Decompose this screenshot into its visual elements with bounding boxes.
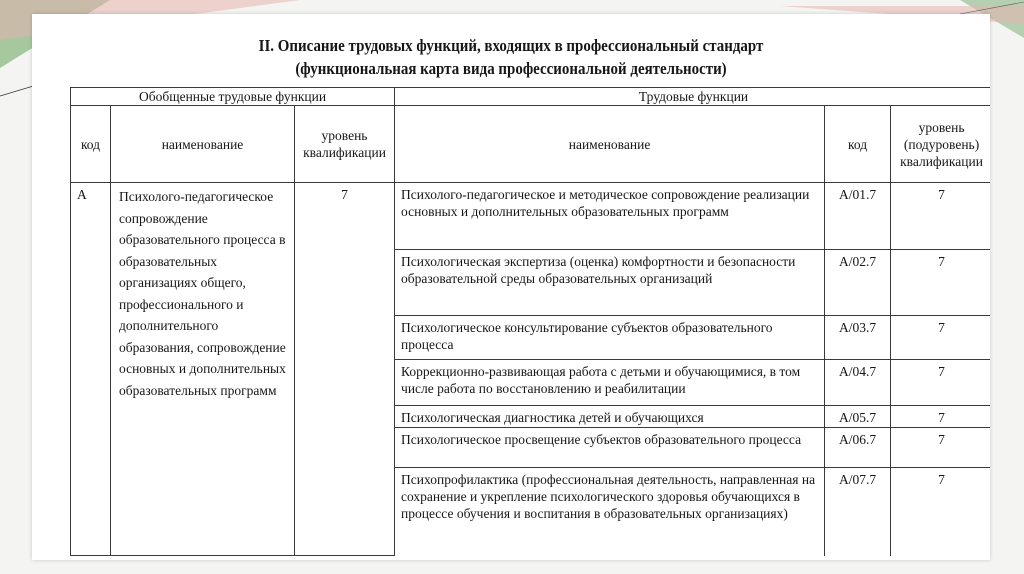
document-title: II. Описание трудовых функций, входящих в профессиональный стандарт xyxy=(258,36,764,55)
function-name: Психологическая диагностика детей и обучающихся xyxy=(395,406,825,428)
function-code: А/02.7 xyxy=(825,250,891,316)
header-function-name: наименование xyxy=(395,106,825,183)
function-code: А/01.7 xyxy=(825,183,891,250)
function-level: 7 xyxy=(891,360,990,406)
function-level: 7 xyxy=(891,468,990,556)
function-name: Психопрофилактика (профессиональная деятельность, направленная на сохранение и укрепление психологического здоровья обучающихся в процессе обучения и воспитания в образовательных организациях) xyxy=(395,468,825,556)
function-name: Психологическое просвещение субъектов образовательного процесса xyxy=(395,428,825,468)
function-name: Психологическое консультирование субъектов образовательного процесса xyxy=(395,316,825,360)
function-code: А/05.7 xyxy=(825,406,891,428)
function-code: А/06.7 xyxy=(825,428,891,468)
generalized-function-level: 7 xyxy=(295,183,395,556)
function-code: А/07.7 xyxy=(825,468,891,556)
function-level: 7 xyxy=(891,428,990,468)
document-page xyxy=(32,14,990,560)
function-level: 7 xyxy=(891,183,990,250)
function-level: 7 xyxy=(891,250,990,316)
header-labor-functions: Трудовые функции xyxy=(395,88,990,106)
generalized-function-code: А xyxy=(71,183,111,556)
table-row xyxy=(71,183,991,250)
column-header-row xyxy=(71,106,991,183)
function-level: 7 xyxy=(891,316,990,360)
document-subtitle: (функциональная карта вида профессиональной деятельности) xyxy=(295,59,727,78)
function-code: А/03.7 xyxy=(825,316,891,360)
header-generalized-functions: Обобщенные трудовые функции xyxy=(71,88,395,106)
function-name: Психологическая экспертиза (оценка) комфортности и безопасности образовательной среды образовательных организаций xyxy=(395,250,825,316)
generalized-function-name: Психолого-педагогическое сопровождение образовательного процесса в образовательных организациях общего, профессионального и дополнительного образования, сопровождение основных и дополнительных образовательных программ xyxy=(111,183,295,556)
header-qualification-level: уровень квалификации xyxy=(295,106,395,183)
header-code: код xyxy=(71,106,111,183)
group-header-row xyxy=(71,88,991,106)
function-code: А/04.7 xyxy=(825,360,891,406)
header-function-code: код xyxy=(825,106,891,183)
header-function-level: уровень (подуровень) квалификации xyxy=(891,106,990,183)
function-name: Коррекционно-развивающая работа с детьми и обучающимися, в том числе работа по восстановлению и реабилитации xyxy=(395,360,825,406)
header-name: наименование xyxy=(111,106,295,183)
function-level: 7 xyxy=(891,406,990,428)
function-name: Психолого-педагогическое и методическое сопровождение реализации основных и дополнительных образовательных программ xyxy=(395,183,825,250)
functional-map-table xyxy=(70,87,990,556)
